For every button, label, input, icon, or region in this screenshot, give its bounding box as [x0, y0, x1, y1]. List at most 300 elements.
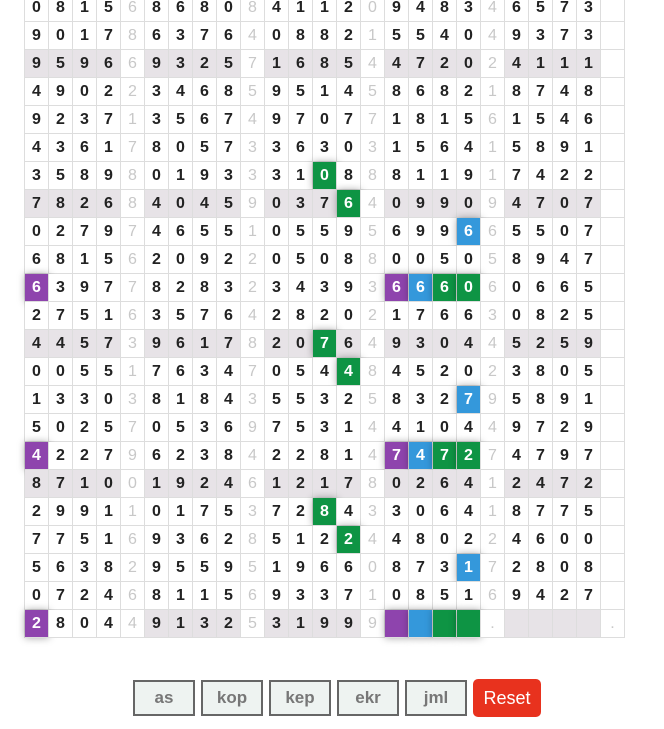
grid-cell[interactable]: 8: [313, 442, 337, 470]
grid-cell[interactable]: 6: [217, 414, 241, 442]
grid-cell[interactable]: 4: [25, 78, 49, 106]
grid-cell[interactable]: 8: [433, 78, 457, 106]
grid-cell[interactable]: 6: [169, 330, 193, 358]
grid-cell[interactable]: 5: [313, 218, 337, 246]
grid-cell[interactable]: 2: [145, 246, 169, 274]
grid-cell[interactable]: 5: [289, 218, 313, 246]
grid-cell[interactable]: 4: [457, 134, 481, 162]
grid-cell[interactable]: 5: [241, 610, 265, 638]
grid-cell[interactable]: 9: [433, 190, 457, 218]
grid-cell[interactable]: 5: [73, 330, 97, 358]
grid-cell[interactable]: 0: [457, 190, 481, 218]
grid-cell[interactable]: 9: [265, 106, 289, 134]
grid-cell[interactable]: 6: [553, 274, 577, 302]
grid-cell[interactable]: 9: [529, 246, 553, 274]
grid-cell[interactable]: 2: [25, 610, 49, 638]
grid-cell[interactable]: 1: [289, 610, 313, 638]
grid-cell[interactable]: 6: [241, 582, 265, 610]
grid-cell[interactable]: .: [481, 610, 505, 638]
grid-cell[interactable]: 9: [97, 162, 121, 190]
grid-cell[interactable]: 8: [97, 554, 121, 582]
grid-cell[interactable]: 2: [337, 526, 361, 554]
grid-cell[interactable]: 6: [529, 274, 553, 302]
grid-cell[interactable]: 4: [361, 414, 385, 442]
grid-cell[interactable]: 2: [337, 22, 361, 50]
grid-cell[interactable]: 0: [25, 358, 49, 386]
grid-cell[interactable]: 6: [337, 190, 361, 218]
grid-cell[interactable]: 0: [361, 554, 385, 582]
grid-cell[interactable]: 5: [433, 582, 457, 610]
grid-cell[interactable]: 0: [457, 50, 481, 78]
grid-cell[interactable]: 5: [73, 358, 97, 386]
grid-cell[interactable]: 1: [505, 106, 529, 134]
grid-cell[interactable]: 3: [121, 386, 145, 414]
grid-cell[interactable]: 8: [409, 106, 433, 134]
grid-cell[interactable]: 7: [337, 582, 361, 610]
grid-cell[interactable]: 1: [577, 386, 601, 414]
grid-cell[interactable]: 5: [73, 526, 97, 554]
grid-cell[interactable]: 1: [121, 498, 145, 526]
grid-cell[interactable]: [601, 218, 625, 246]
grid-cell[interactable]: 8: [385, 78, 409, 106]
grid-cell[interactable]: 8: [49, 610, 73, 638]
grid-cell[interactable]: 4: [241, 22, 265, 50]
grid-cell[interactable]: 8: [193, 274, 217, 302]
grid-cell[interactable]: 1: [361, 22, 385, 50]
grid-cell[interactable]: 1: [337, 442, 361, 470]
grid-cell[interactable]: 7: [121, 414, 145, 442]
grid-cell[interactable]: 7: [97, 442, 121, 470]
grid-cell[interactable]: [601, 302, 625, 330]
grid-cell[interactable]: 8: [121, 190, 145, 218]
grid-cell[interactable]: 1: [193, 582, 217, 610]
grid-cell[interactable]: 9: [265, 582, 289, 610]
grid-cell[interactable]: 1: [73, 470, 97, 498]
grid-cell[interactable]: 5: [529, 106, 553, 134]
grid-cell[interactable]: 2: [217, 610, 241, 638]
grid-cell[interactable]: 0: [337, 302, 361, 330]
grid-cell[interactable]: 4: [553, 106, 577, 134]
grid-cell[interactable]: 3: [265, 610, 289, 638]
grid-cell[interactable]: 4: [361, 526, 385, 554]
grid-cell[interactable]: 1: [265, 554, 289, 582]
grid-cell[interactable]: 7: [553, 498, 577, 526]
grid-cell[interactable]: 2: [577, 470, 601, 498]
grid-cell[interactable]: 4: [145, 190, 169, 218]
grid-cell[interactable]: 3: [361, 134, 385, 162]
grid-cell[interactable]: 4: [529, 470, 553, 498]
grid-cell[interactable]: 7: [25, 190, 49, 218]
grid-cell[interactable]: 3: [409, 330, 433, 358]
grid-cell[interactable]: 5: [193, 218, 217, 246]
grid-cell[interactable]: 8: [241, 330, 265, 358]
grid-cell[interactable]: 5: [289, 386, 313, 414]
grid-cell[interactable]: [601, 274, 625, 302]
grid-cell[interactable]: 7: [457, 386, 481, 414]
grid-cell[interactable]: 9: [73, 274, 97, 302]
grid-cell[interactable]: 8: [313, 22, 337, 50]
grid-cell[interactable]: 5: [217, 218, 241, 246]
grid-cell[interactable]: 7: [49, 470, 73, 498]
grid-cell[interactable]: 4: [265, 0, 289, 22]
grid-cell[interactable]: 9: [145, 330, 169, 358]
grid-cell[interactable]: 5: [265, 386, 289, 414]
grid-cell[interactable]: 4: [25, 330, 49, 358]
grid-cell[interactable]: 1: [289, 0, 313, 22]
grid-cell[interactable]: 4: [145, 218, 169, 246]
grid-cell[interactable]: 3: [145, 78, 169, 106]
grid-cell[interactable]: 2: [265, 330, 289, 358]
grid-cell[interactable]: 1: [241, 218, 265, 246]
grid-cell[interactable]: 3: [529, 22, 553, 50]
grid-cell[interactable]: 7: [193, 22, 217, 50]
grid-cell[interactable]: 2: [481, 358, 505, 386]
grid-cell[interactable]: 2: [73, 582, 97, 610]
grid-cell[interactable]: 4: [409, 0, 433, 22]
grid-cell[interactable]: 3: [49, 274, 73, 302]
grid-cell[interactable]: 1: [385, 106, 409, 134]
grid-cell[interactable]: 0: [505, 274, 529, 302]
grid-cell[interactable]: 2: [433, 50, 457, 78]
grid-cell[interactable]: 9: [25, 50, 49, 78]
grid-cell[interactable]: 2: [433, 358, 457, 386]
as-button[interactable]: as: [133, 680, 195, 716]
grid-cell[interactable]: 8: [361, 470, 385, 498]
grid-cell[interactable]: 2: [193, 470, 217, 498]
grid-cell[interactable]: 9: [193, 246, 217, 274]
grid-cell[interactable]: 2: [553, 162, 577, 190]
grid-cell[interactable]: 3: [193, 358, 217, 386]
grid-cell[interactable]: 2: [289, 498, 313, 526]
grid-cell[interactable]: 6: [97, 50, 121, 78]
grid-cell[interactable]: 9: [25, 106, 49, 134]
grid-cell[interactable]: 8: [577, 554, 601, 582]
grid-cell[interactable]: 0: [25, 218, 49, 246]
grid-cell[interactable]: 3: [313, 386, 337, 414]
grid-cell[interactable]: 9: [385, 0, 409, 22]
grid-cell[interactable]: 2: [577, 162, 601, 190]
grid-cell[interactable]: 1: [73, 22, 97, 50]
grid-cell[interactable]: 8: [313, 50, 337, 78]
grid-cell[interactable]: 9: [145, 554, 169, 582]
grid-cell[interactable]: 4: [361, 442, 385, 470]
grid-cell[interactable]: 6: [169, 0, 193, 22]
grid-cell[interactable]: 6: [241, 470, 265, 498]
grid-cell[interactable]: 5: [49, 162, 73, 190]
grid-cell[interactable]: [409, 610, 433, 638]
grid-cell[interactable]: 3: [25, 162, 49, 190]
grid-cell[interactable]: 7: [193, 302, 217, 330]
grid-cell[interactable]: 8: [289, 302, 313, 330]
grid-cell[interactable]: 7: [121, 274, 145, 302]
grid-cell[interactable]: 0: [505, 302, 529, 330]
grid-cell[interactable]: 8: [529, 134, 553, 162]
grid-cell[interactable]: 5: [289, 414, 313, 442]
grid-cell[interactable]: 4: [457, 470, 481, 498]
grid-cell[interactable]: 0: [49, 414, 73, 442]
grid-cell[interactable]: 8: [361, 358, 385, 386]
grid-cell[interactable]: 1: [169, 162, 193, 190]
grid-cell[interactable]: 1: [313, 0, 337, 22]
grid-cell[interactable]: 6: [193, 526, 217, 554]
grid-cell[interactable]: 9: [121, 442, 145, 470]
grid-cell[interactable]: 8: [505, 78, 529, 106]
grid-cell[interactable]: [457, 610, 481, 638]
grid-cell[interactable]: 4: [217, 358, 241, 386]
grid-cell[interactable]: 2: [49, 106, 73, 134]
grid-cell[interactable]: 2: [265, 302, 289, 330]
grid-cell[interactable]: 1: [73, 246, 97, 274]
grid-cell[interactable]: 8: [385, 386, 409, 414]
grid-cell[interactable]: 0: [553, 554, 577, 582]
grid-cell[interactable]: 5: [193, 554, 217, 582]
grid-cell[interactable]: 8: [145, 386, 169, 414]
grid-cell[interactable]: 7: [49, 302, 73, 330]
grid-cell[interactable]: 8: [313, 498, 337, 526]
grid-cell[interactable]: 5: [529, 218, 553, 246]
grid-cell[interactable]: 1: [577, 134, 601, 162]
grid-cell[interactable]: 8: [505, 246, 529, 274]
grid-cell[interactable]: 8: [241, 0, 265, 22]
grid-cell[interactable]: 7: [529, 442, 553, 470]
grid-cell[interactable]: 8: [121, 162, 145, 190]
grid-cell[interactable]: 2: [121, 78, 145, 106]
grid-cell[interactable]: 7: [97, 274, 121, 302]
grid-cell[interactable]: 3: [217, 162, 241, 190]
grid-cell[interactable]: [601, 22, 625, 50]
grid-cell[interactable]: 6: [121, 246, 145, 274]
grid-cell[interactable]: 0: [145, 498, 169, 526]
grid-cell[interactable]: 5: [577, 302, 601, 330]
grid-cell[interactable]: 0: [289, 330, 313, 358]
grid-cell[interactable]: 3: [145, 302, 169, 330]
grid-cell[interactable]: 1: [361, 582, 385, 610]
grid-cell[interactable]: 4: [97, 582, 121, 610]
grid-cell[interactable]: 4: [481, 22, 505, 50]
grid-cell[interactable]: 2: [241, 274, 265, 302]
grid-cell[interactable]: 9: [457, 162, 481, 190]
grid-cell[interactable]: 5: [505, 386, 529, 414]
grid-cell[interactable]: 2: [289, 470, 313, 498]
grid-cell[interactable]: 0: [25, 582, 49, 610]
grid-cell[interactable]: 5: [73, 302, 97, 330]
grid-cell[interactable]: 1: [169, 610, 193, 638]
grid-cell[interactable]: 7: [409, 50, 433, 78]
grid-cell[interactable]: 7: [577, 218, 601, 246]
grid-cell[interactable]: 5: [25, 414, 49, 442]
grid-cell[interactable]: 9: [313, 610, 337, 638]
grid-cell[interactable]: 3: [481, 302, 505, 330]
grid-cell[interactable]: 6: [577, 106, 601, 134]
grid-cell[interactable]: 4: [337, 78, 361, 106]
grid-cell[interactable]: 2: [505, 470, 529, 498]
grid-cell[interactable]: 1: [97, 134, 121, 162]
grid-cell[interactable]: 4: [289, 274, 313, 302]
grid-cell[interactable]: 3: [169, 526, 193, 554]
grid-cell[interactable]: 0: [265, 22, 289, 50]
grid-cell[interactable]: 4: [217, 386, 241, 414]
grid-cell[interactable]: 1: [169, 582, 193, 610]
grid-cell[interactable]: 0: [145, 162, 169, 190]
grid-cell[interactable]: 5: [217, 498, 241, 526]
grid-cell[interactable]: 5: [553, 330, 577, 358]
grid-cell[interactable]: 7: [73, 218, 97, 246]
grid-cell[interactable]: 3: [313, 414, 337, 442]
grid-cell[interactable]: 8: [289, 22, 313, 50]
grid-cell[interactable]: 3: [409, 386, 433, 414]
grid-cell[interactable]: 9: [505, 414, 529, 442]
grid-cell[interactable]: 5: [577, 274, 601, 302]
grid-cell[interactable]: 3: [217, 274, 241, 302]
grid-cell[interactable]: 7: [193, 498, 217, 526]
grid-cell[interactable]: 1: [385, 302, 409, 330]
grid-cell[interactable]: 3: [289, 190, 313, 218]
grid-cell[interactable]: 1: [289, 162, 313, 190]
grid-cell[interactable]: 7: [49, 582, 73, 610]
grid-cell[interactable]: [601, 134, 625, 162]
grid-cell[interactable]: 7: [577, 442, 601, 470]
grid-cell[interactable]: 5: [241, 78, 265, 106]
grid-cell[interactable]: 7: [529, 414, 553, 442]
grid-cell[interactable]: 0: [553, 526, 577, 554]
grid-cell[interactable]: 4: [505, 526, 529, 554]
grid-cell[interactable]: [601, 106, 625, 134]
grid-cell[interactable]: 2: [553, 582, 577, 610]
grid-cell[interactable]: 9: [73, 498, 97, 526]
grid-cell[interactable]: 1: [553, 50, 577, 78]
grid-cell[interactable]: 0: [553, 190, 577, 218]
grid-cell[interactable]: 5: [505, 134, 529, 162]
grid-cell[interactable]: 2: [505, 554, 529, 582]
grid-cell[interactable]: 3: [121, 330, 145, 358]
grid-cell[interactable]: 8: [145, 582, 169, 610]
grid-cell[interactable]: 3: [265, 274, 289, 302]
grid-cell[interactable]: 4: [361, 50, 385, 78]
grid-cell[interactable]: 9: [145, 526, 169, 554]
grid-cell[interactable]: 2: [313, 302, 337, 330]
grid-cell[interactable]: 8: [217, 78, 241, 106]
grid-cell[interactable]: 0: [265, 218, 289, 246]
grid-cell[interactable]: 7: [25, 526, 49, 554]
grid-cell[interactable]: 7: [97, 22, 121, 50]
grid-cell[interactable]: 2: [265, 442, 289, 470]
grid-cell[interactable]: [601, 78, 625, 106]
grid-cell[interactable]: 6: [193, 106, 217, 134]
grid-cell[interactable]: 7: [145, 358, 169, 386]
grid-cell[interactable]: 6: [169, 358, 193, 386]
grid-cell[interactable]: 2: [49, 442, 73, 470]
grid-cell[interactable]: 6: [121, 582, 145, 610]
grid-cell[interactable]: 6: [121, 302, 145, 330]
grid-cell[interactable]: 9: [265, 78, 289, 106]
grid-cell[interactable]: 0: [385, 582, 409, 610]
grid-cell[interactable]: [601, 386, 625, 414]
grid-cell[interactable]: 1: [433, 162, 457, 190]
grid-cell[interactable]: 0: [121, 470, 145, 498]
grid-cell[interactable]: 9: [553, 134, 577, 162]
grid-cell[interactable]: 5: [289, 358, 313, 386]
grid-cell[interactable]: 9: [385, 330, 409, 358]
grid-cell[interactable]: 7: [337, 106, 361, 134]
grid-cell[interactable]: 4: [337, 358, 361, 386]
grid-cell[interactable]: 9: [145, 610, 169, 638]
grid-cell[interactable]: 0: [97, 470, 121, 498]
grid-cell[interactable]: [601, 246, 625, 274]
grid-cell[interactable]: 5: [241, 554, 265, 582]
grid-cell[interactable]: 0: [409, 498, 433, 526]
grid-cell[interactable]: 7: [313, 190, 337, 218]
grid-cell[interactable]: 7: [505, 162, 529, 190]
grid-cell[interactable]: 6: [433, 274, 457, 302]
grid-cell[interactable]: 7: [337, 470, 361, 498]
grid-cell[interactable]: 3: [505, 358, 529, 386]
grid-cell[interactable]: 6: [433, 470, 457, 498]
grid-cell[interactable]: 8: [409, 582, 433, 610]
grid-cell[interactable]: 3: [313, 274, 337, 302]
grid-cell[interactable]: 1: [169, 386, 193, 414]
grid-cell[interactable]: 1: [121, 106, 145, 134]
grid-cell[interactable]: 4: [241, 106, 265, 134]
grid-cell[interactable]: 6: [505, 0, 529, 22]
grid-cell[interactable]: 6: [529, 526, 553, 554]
grid-cell[interactable]: 2: [289, 442, 313, 470]
grid-cell[interactable]: 5: [409, 22, 433, 50]
grid-cell[interactable]: 0: [385, 190, 409, 218]
grid-cell[interactable]: 8: [337, 246, 361, 274]
grid-cell[interactable]: 3: [265, 162, 289, 190]
grid-cell[interactable]: 1: [529, 50, 553, 78]
grid-cell[interactable]: 8: [361, 162, 385, 190]
grid-cell[interactable]: 4: [313, 358, 337, 386]
grid-cell[interactable]: 7: [49, 526, 73, 554]
grid-cell[interactable]: 5: [217, 582, 241, 610]
grid-cell[interactable]: 4: [457, 498, 481, 526]
grid-cell[interactable]: 0: [169, 190, 193, 218]
grid-cell[interactable]: 5: [289, 78, 313, 106]
grid-cell[interactable]: 4: [553, 246, 577, 274]
grid-cell[interactable]: 8: [145, 134, 169, 162]
grid-cell[interactable]: 6: [409, 274, 433, 302]
grid-cell[interactable]: 7: [121, 134, 145, 162]
grid-cell[interactable]: 5: [265, 526, 289, 554]
grid-cell[interactable]: 1: [169, 498, 193, 526]
grid-cell[interactable]: 6: [337, 554, 361, 582]
grid-cell[interactable]: 4: [97, 610, 121, 638]
grid-cell[interactable]: 3: [265, 134, 289, 162]
grid-cell[interactable]: [433, 610, 457, 638]
grid-cell[interactable]: 6: [457, 302, 481, 330]
grid-cell[interactable]: 9: [505, 582, 529, 610]
grid-cell[interactable]: 5: [433, 246, 457, 274]
grid-cell[interactable]: 9: [433, 218, 457, 246]
grid-cell[interactable]: 8: [145, 0, 169, 22]
grid-cell[interactable]: 8: [121, 22, 145, 50]
grid-cell[interactable]: 0: [457, 274, 481, 302]
grid-cell[interactable]: 5: [97, 246, 121, 274]
grid-cell[interactable]: 5: [169, 106, 193, 134]
grid-cell[interactable]: 5: [529, 0, 553, 22]
grid-cell[interactable]: 3: [241, 498, 265, 526]
grid-cell[interactable]: 4: [49, 330, 73, 358]
grid-cell[interactable]: 6: [433, 302, 457, 330]
grid-cell[interactable]: 4: [337, 498, 361, 526]
grid-cell[interactable]: 3: [433, 554, 457, 582]
grid-cell[interactable]: 7: [265, 498, 289, 526]
grid-cell[interactable]: 9: [145, 50, 169, 78]
grid-cell[interactable]: 1: [121, 358, 145, 386]
grid-cell[interactable]: 9: [49, 78, 73, 106]
grid-cell[interactable]: 5: [457, 106, 481, 134]
